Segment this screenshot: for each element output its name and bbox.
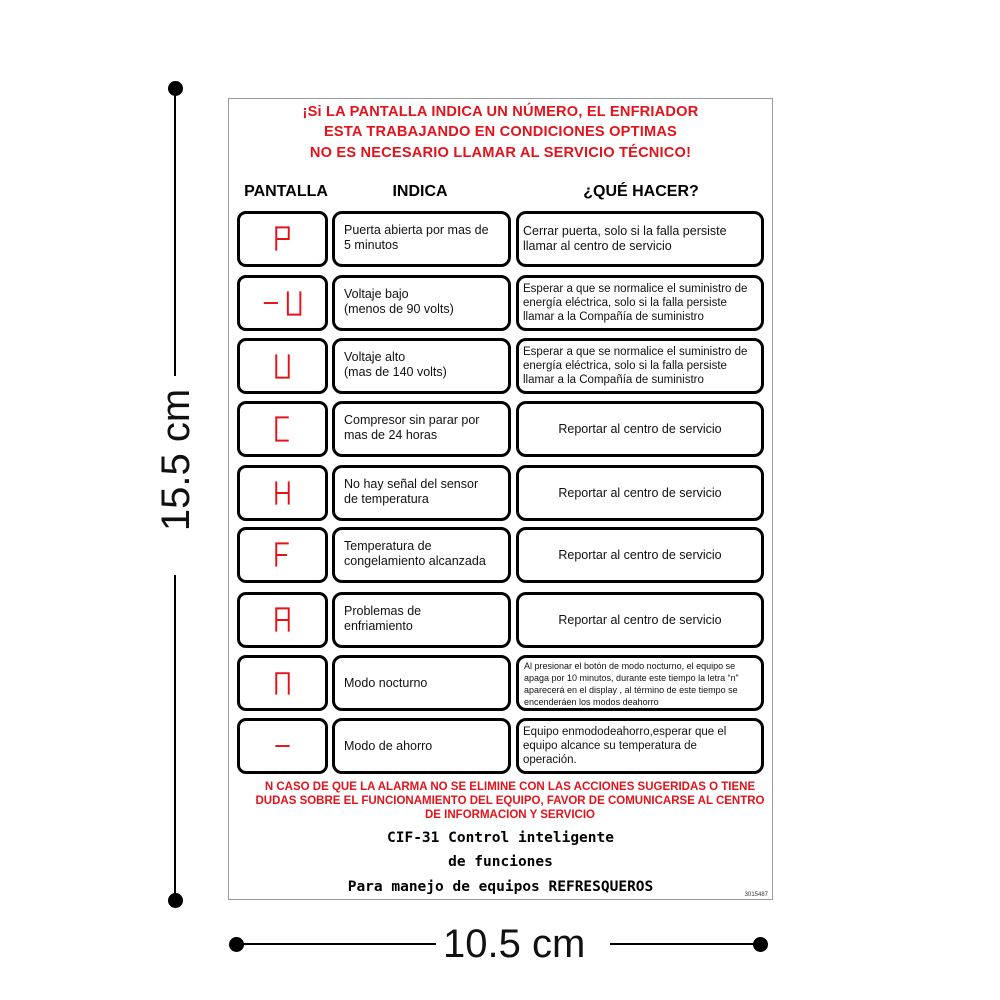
column-header-que-hacer: ¿QUÉ HACER? bbox=[583, 183, 699, 200]
segment-glyph-n bbox=[276, 673, 289, 694]
display-box bbox=[237, 592, 328, 648]
accion-text-line: encenderáen los modos deahorro bbox=[524, 697, 659, 707]
column-header-pantalla: PANTALLA bbox=[244, 183, 328, 200]
display-box bbox=[237, 275, 328, 331]
accion-text-line: equipo alcance su temperatura de bbox=[523, 740, 697, 752]
accion-text-line: Esperar a que se normalice el suministro de bbox=[523, 283, 748, 295]
indica-box bbox=[332, 718, 511, 774]
accion-text-line: apaga por 10 minutos, durante este tiempo la letra “n” bbox=[524, 673, 739, 683]
footer-line-3: Para manejo de equipos REFRESQUEROS bbox=[347, 879, 654, 895]
accion-box bbox=[516, 718, 764, 774]
accion-box bbox=[516, 401, 764, 457]
indica-text-line: Modo de ahorro bbox=[344, 739, 433, 753]
dim-vertical-line-top bbox=[174, 88, 176, 376]
accion-text-line: llamar a la Compañía de suministro bbox=[523, 311, 704, 323]
accion-box bbox=[516, 211, 764, 267]
segment-glyph-f bbox=[276, 543, 289, 566]
indica-text-line: Voltaje alto bbox=[344, 350, 406, 364]
indica-text-line: Puerta abierta por mas de bbox=[344, 223, 489, 237]
accion-text-line: llamar al centro de servicio bbox=[523, 239, 672, 253]
column-header-indica: INDICA bbox=[392, 183, 448, 200]
indica-text-line: Problemas de bbox=[344, 604, 422, 618]
display-box bbox=[237, 655, 328, 711]
segment-glyph-u bbox=[288, 291, 301, 314]
accion-box bbox=[516, 592, 764, 648]
accion-text-line: aparecerá en el display , al término de este tiempo se bbox=[524, 685, 738, 695]
dim-horizontal-line-left bbox=[236, 943, 436, 945]
display-box bbox=[237, 338, 328, 394]
indica-box bbox=[332, 465, 511, 521]
dim-horizontal-line-right bbox=[610, 943, 760, 945]
segment-glyph-a bbox=[276, 608, 289, 631]
accion-text-line: operación. bbox=[523, 754, 577, 766]
accion-box bbox=[516, 338, 764, 394]
accion-text-line: Al presionar el botón de modo nocturno, el equipo se bbox=[524, 661, 736, 671]
indica-box bbox=[332, 655, 511, 711]
display-box bbox=[237, 465, 328, 521]
accion-box bbox=[516, 465, 764, 521]
segment-display-glyph bbox=[240, 530, 325, 580]
accion-text-line: Reportar al centro de servicio bbox=[558, 613, 722, 627]
accion-text-line: energía eléctrica, solo si la falla persiste bbox=[523, 297, 727, 309]
indica-text-line: (menos de 90 volts) bbox=[344, 302, 454, 316]
accion-text-line: Reportar al centro de servicio bbox=[558, 548, 722, 562]
display-box bbox=[237, 401, 328, 457]
indica-text-line: Compresor sin parar por bbox=[344, 413, 480, 427]
segment-display-glyph bbox=[240, 721, 325, 771]
alarm-footnote: N CASO DE QUE LA ALARMA NO SE ELIMINE CON LAS ACCIONES SUGERIDAS O TIENE DUDAS SOBRE EL FUNCIONAMIENTO DEL EQUIPO, FAVOR DE COMUNICARSE AL CENTRO DE INFORMACION Y SERVICIO bbox=[255, 781, 765, 821]
header-line-1: ¡Si LA PANTALLA INDICA UN NÚMERO, EL ENFRIADOR bbox=[302, 104, 699, 120]
segment-display-glyph bbox=[240, 278, 325, 328]
dim-width-label: 10.5 cm bbox=[443, 922, 586, 966]
accion-text-line: Reportar al centro de servicio bbox=[558, 422, 722, 436]
display-box bbox=[237, 718, 328, 774]
segment-glyph-h bbox=[276, 481, 289, 504]
segment-display-glyph bbox=[240, 214, 325, 264]
indica-text-line: enfriamiento bbox=[344, 619, 413, 633]
accion-box bbox=[516, 527, 764, 583]
dim-vertical-bottom-dot bbox=[168, 893, 183, 908]
indica-box bbox=[332, 592, 511, 648]
accion-box bbox=[516, 655, 764, 711]
indica-box bbox=[332, 401, 511, 457]
indica-text-line: No hay señal del sensor bbox=[344, 477, 479, 491]
accion-text-line: llamar a la Compañía de suministro bbox=[523, 374, 704, 386]
indica-text-line: 5 minutos bbox=[344, 238, 399, 252]
indica-text-line: congelamiento alcanzada bbox=[344, 554, 486, 568]
indica-box bbox=[332, 211, 511, 267]
indica-box bbox=[332, 275, 511, 331]
dim-horizontal-right-dot bbox=[753, 937, 768, 952]
indica-text-line: de temperatura bbox=[344, 492, 429, 506]
accion-text-line: energía eléctrica, solo si la falla persiste bbox=[523, 360, 727, 372]
dim-vertical-line-bottom bbox=[174, 575, 176, 900]
segment-display-glyph bbox=[240, 658, 325, 708]
indica-text-line: Voltaje bajo bbox=[344, 287, 409, 301]
accion-box bbox=[516, 275, 764, 331]
display-box bbox=[237, 527, 328, 583]
dim-height-label: 15.5 cm bbox=[154, 388, 198, 532]
header-line-2: ESTA TRABAJANDO EN CONDICIONES OPTIMAS bbox=[323, 124, 677, 140]
indica-box bbox=[332, 527, 511, 583]
segment-display-glyph bbox=[240, 468, 325, 518]
indica-text-line: Temperatura de bbox=[344, 539, 432, 553]
segment-glyph-c bbox=[276, 417, 289, 440]
product-code: 3015487 bbox=[744, 892, 768, 898]
header-line-3: NO ES NECESARIO LLAMAR AL SERVICIO TÉCNICO! bbox=[309, 145, 692, 161]
segment-display-glyph bbox=[240, 595, 325, 645]
segment-glyph-p bbox=[276, 227, 289, 250]
footer-line-2: de funciones bbox=[448, 854, 553, 870]
accion-text-line: Esperar a que se normalice el suministro de bbox=[523, 346, 748, 358]
indica-box bbox=[332, 338, 511, 394]
accion-text-line: Cerrar puerta, solo si la falla persiste bbox=[523, 224, 727, 238]
indica-text-line: mas de 24 horas bbox=[344, 428, 438, 442]
segment-display-glyph bbox=[240, 404, 325, 454]
accion-text-line: Reportar al centro de servicio bbox=[558, 486, 722, 500]
footer-line-1: CIF-31 Control inteligente bbox=[387, 830, 614, 846]
accion-text-line: Equipo enmododeahorro,esperar que el bbox=[523, 726, 727, 738]
indica-text-line: Modo nocturno bbox=[344, 676, 428, 690]
segment-display-glyph bbox=[240, 341, 325, 391]
display-box bbox=[237, 211, 328, 267]
indica-text-line: (mas de 140 volts) bbox=[344, 365, 447, 379]
segment-glyph-u bbox=[276, 354, 289, 377]
